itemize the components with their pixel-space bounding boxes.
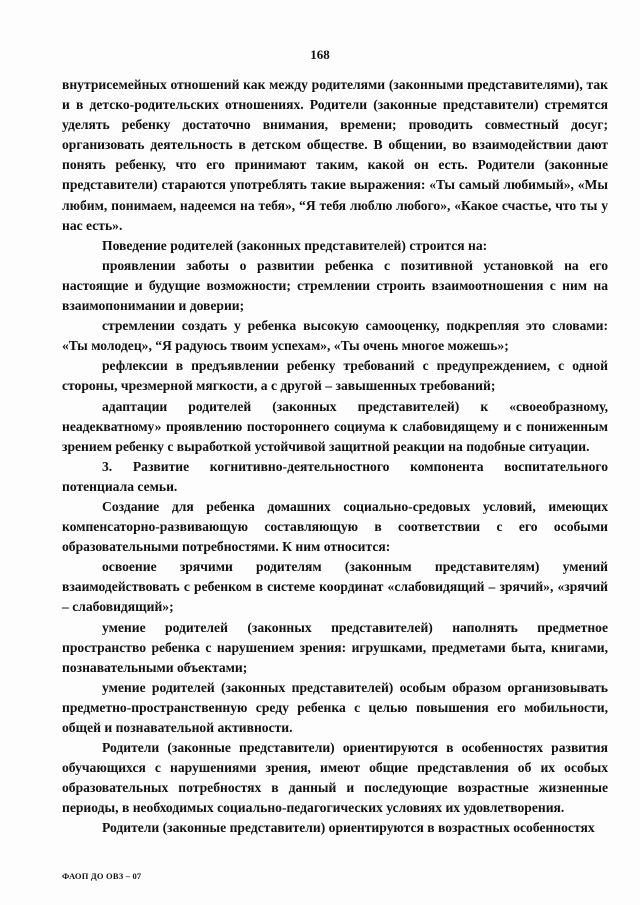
paragraph: Родители (законные представители) ориентируются в особенностях развития обучающихся с нарушениями зрения, имеют общие представления об их особых образовательных потребностях в данный и последующие возрастные жизненные периоды, в необходимых социально-педагогических условиях их удовлетворения.	[62, 740, 608, 816]
page-number: 168	[310, 47, 330, 62]
body-text	[62, 75, 608, 839]
paragraph: адаптации родителей (законных представителей) к «своеобразному, неадекватному» проявлению постороннего социума к слабовидящему и с пониженным зрением ребенку с выработкой устойчивой защитной реакции на подобные ситуации.	[62, 398, 608, 454]
paragraph: Родители (законные представители) ориентируются в возрастных особенностях	[102, 820, 595, 836]
footer-label: ФАОП ДО ОВЗ – 07	[62, 871, 142, 881]
paragraph: умение родителей (законных представителей) наполнять предметное пространство ребенка с нарушением зрения: игрушками, предметами быта, книгами, познавательными объектами;	[62, 619, 608, 675]
paragraph: рефлексии в предъявлении ребенку требований с предупреждением, с одной стороны, чрезмерной мягкости, а с другой – завышенных требований;	[62, 358, 608, 394]
paragraph: стремлении создать у ребенка высокую самооценку, подкрепляя это словами: «Ты молодец», “Я радуюсь твоим успехам», «Ты очень многое можешь»;	[62, 318, 608, 354]
paragraph: проявлении заботы о развитии ребенка с позитивной установкой на его настоящие и будущие возможности; стремлении строить взаимоотношения с ним на взаимопонимании и доверии;	[62, 257, 608, 314]
paragraph: Поведение родителей (законных представителей) строится на:	[102, 237, 488, 253]
paragraph: умение родителей (законных представителей) особым образом организовывать предметно-пространственную среду ребенка с целью повышения его мобильности, общей и познавательной активности.	[62, 679, 608, 735]
paragraph: освоение зрячими родителям (законным представителям) умений взаимодействовать с ребенком в системе координат «слабовидящий – зрячий», «зрячий – слабовидящий»;	[62, 559, 608, 615]
paragraph: внутрисемейных отношений как между родителями (законными представителями), так и в детско-родительских отношениях. Родители (законные представители) стремятся уделять ребенку достаточно внимания, времени; проводить совместный досуг; организовать деятельность в детском обществе. В общении, во взаимодействии дают понять ребенку, что его принимают таким, какой он есть. Родители (законные представители) стараются употреблять такие выражения: «Ты самый любимый», «Мы любим, понимаем, надеемся на тебя», “Я тебя люблю любого», «Какое счастье, что ты у нас есть».	[62, 77, 608, 233]
paragraph: Создание для ребенка домашних социально-средовых условий, имеющих компенсаторно-развивающую составляющую в соответствии с его особыми образовательными потребностями. К ним относится:	[62, 498, 608, 555]
paragraph: 3. Развитие когнитивно-деятельностного компонента воспитательного потенциала семьи.	[62, 458, 608, 494]
